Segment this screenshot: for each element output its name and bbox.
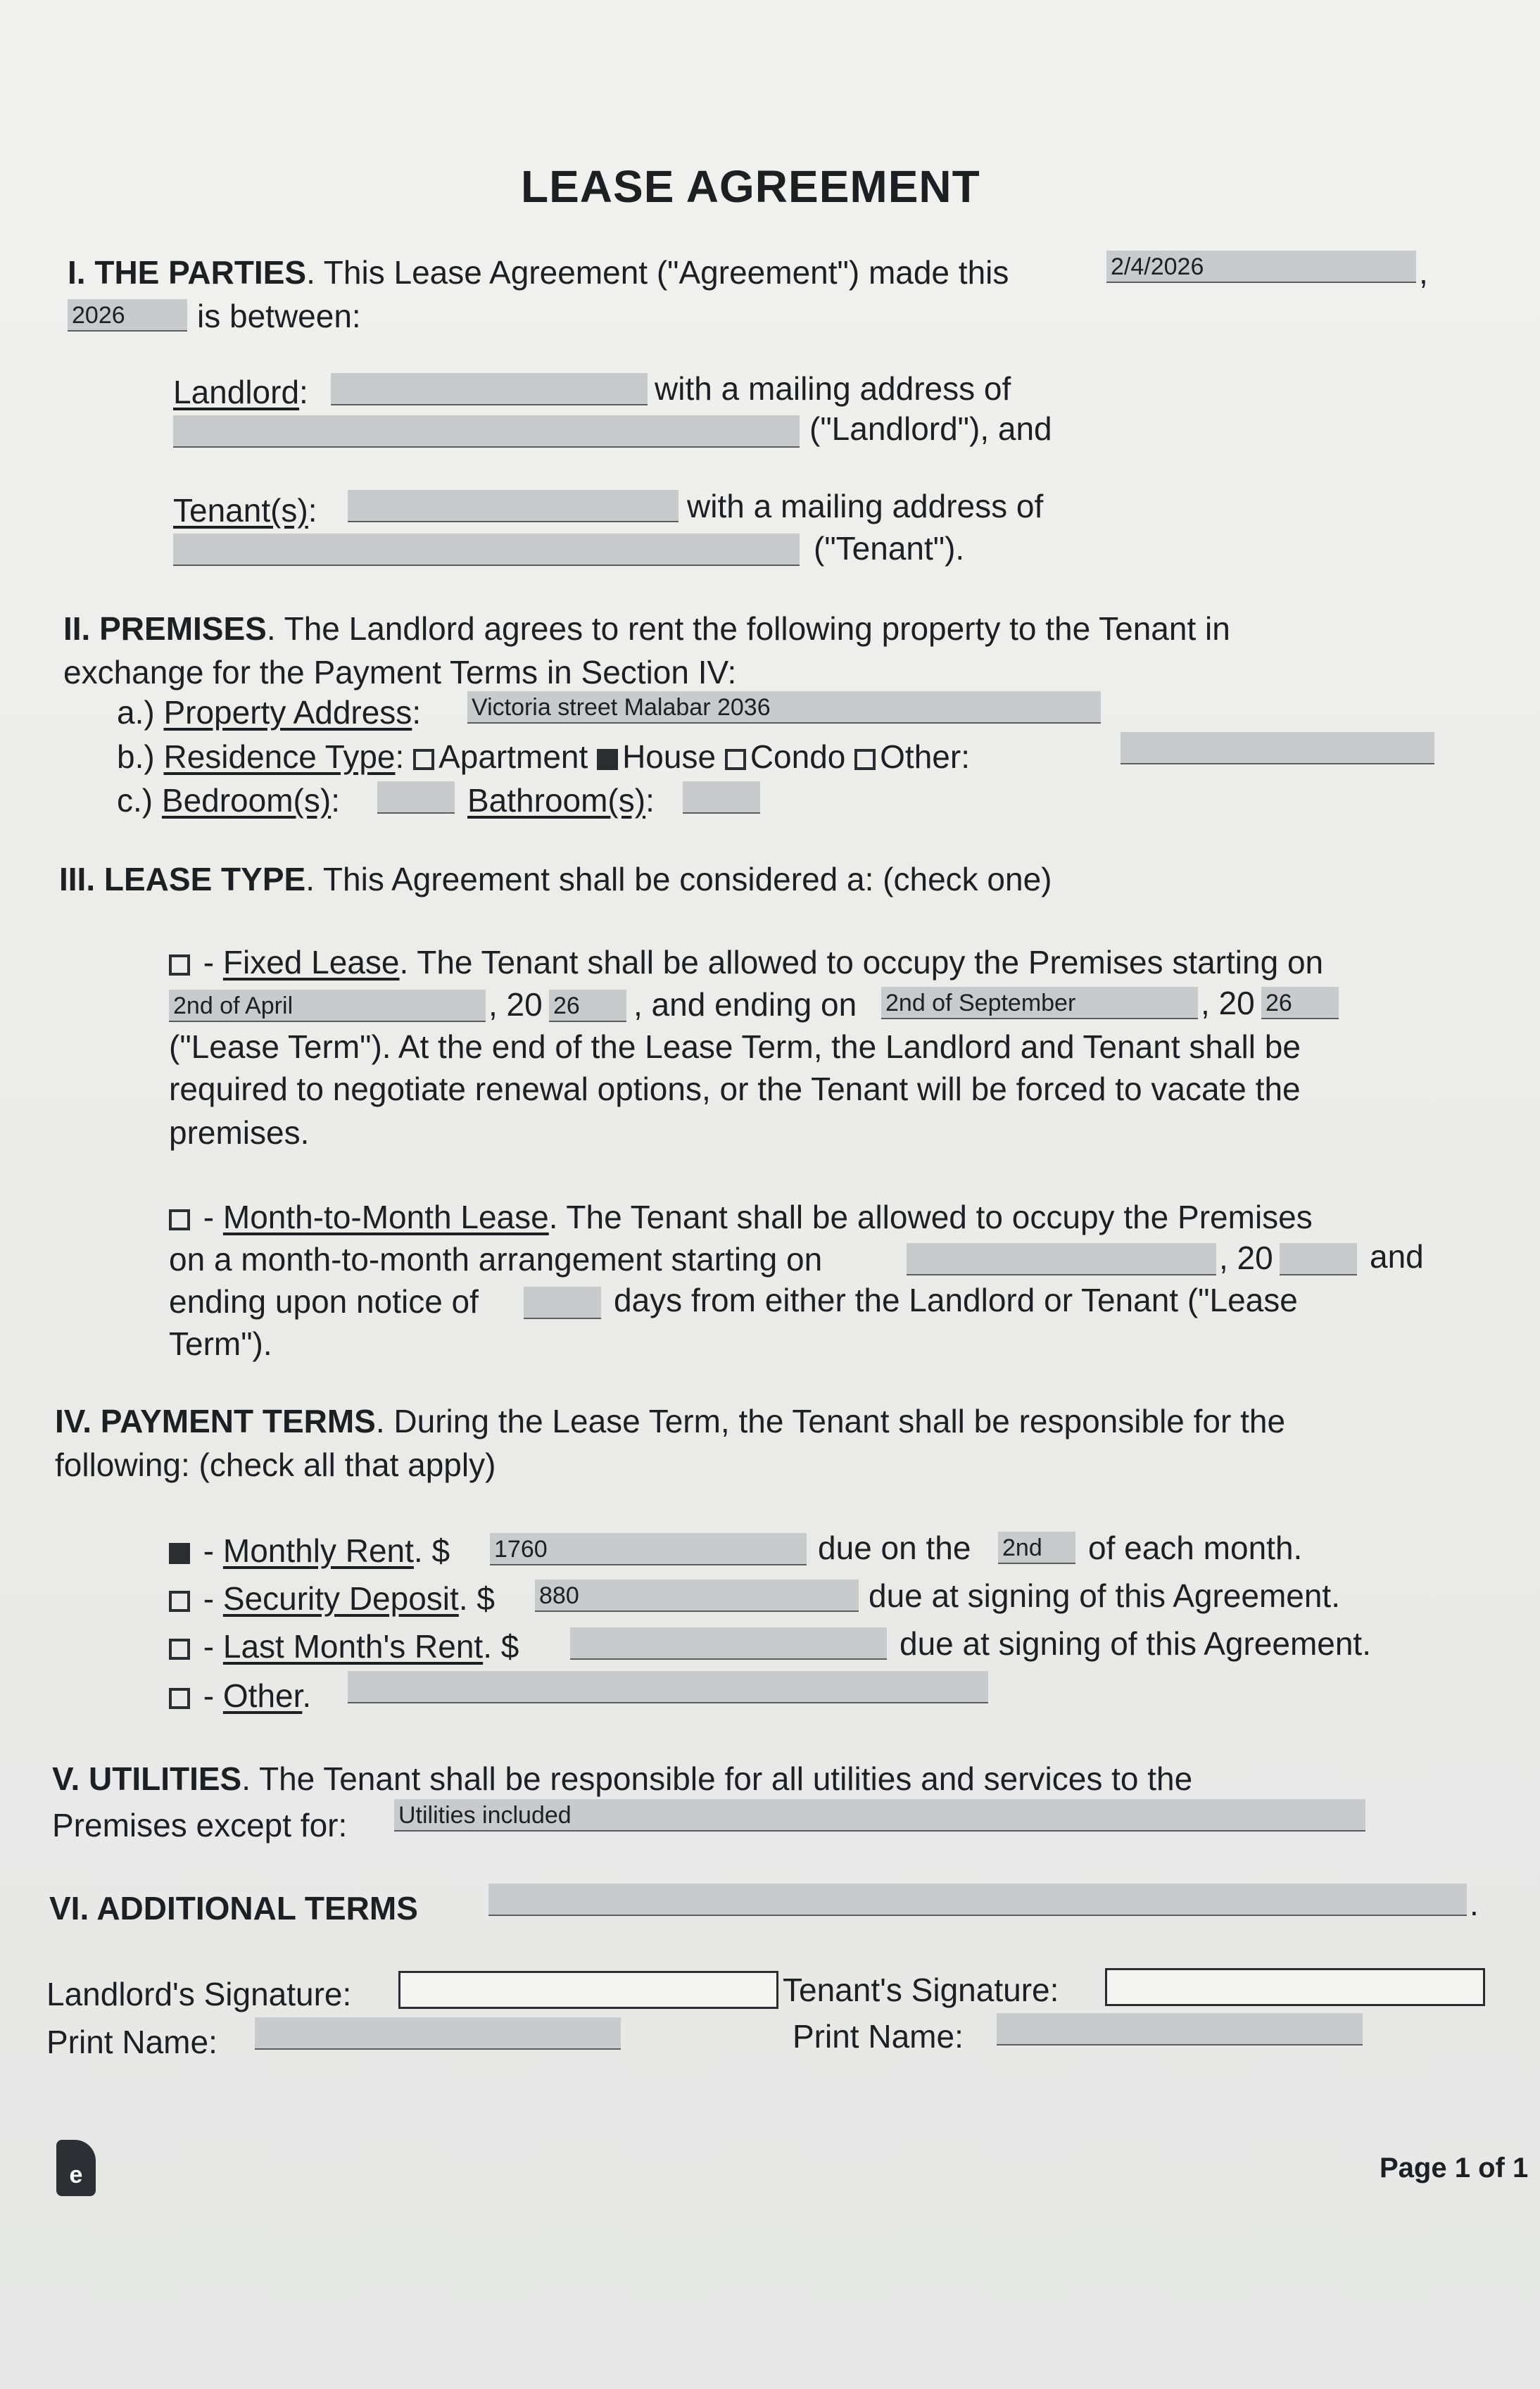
premises-line2: exchange for the Payment Terms in Section IV: — [63, 654, 737, 691]
tenant-signature-label: Tenant's Signature: — [783, 1972, 1059, 2008]
payment-text: . During the Lease Term, the Tenant shall be responsible for the — [375, 1403, 1286, 1439]
apartment-label: Apartment — [438, 738, 588, 775]
bathroom-colon: : — [645, 782, 655, 819]
m2m-lease-dash: - — [203, 1199, 215, 1235]
tenant-colon: : — [308, 492, 317, 529]
rent-due-text: due on the — [818, 1530, 971, 1566]
fixed-lease-line1 — [169, 943, 1323, 981]
bathroom-field[interactable] — [683, 781, 760, 814]
tenant-mailing-text: with a mailing address of — [687, 488, 1044, 524]
utilities-line2: Premises except for: — [52, 1807, 348, 1843]
m2m-line2a: on a month-to-month arrangement starting on — [169, 1241, 823, 1278]
residence-type-line — [117, 738, 970, 776]
m2m-lease-label: Month-to-Month Lease — [222, 1199, 549, 1235]
parties-line1 — [68, 253, 1009, 291]
security-deposit-field[interactable]: 880 — [535, 1580, 859, 1612]
payment-line2: following: (check all that apply) — [55, 1446, 496, 1483]
apartment-checkbox[interactable] — [413, 749, 434, 770]
other-payment-line — [169, 1677, 311, 1715]
condo-label: Condo — [750, 738, 846, 775]
house-checkbox[interactable] — [597, 749, 618, 770]
deposit-due-text: due at signing of this Agreement. — [869, 1577, 1340, 1614]
security-deposit-checkbox[interactable] — [169, 1591, 190, 1612]
bedroom-label: Bedroom(s) — [161, 782, 332, 819]
landlord-label-line — [173, 373, 308, 411]
property-address-line — [117, 693, 421, 731]
landlord-print-name-field[interactable] — [255, 2017, 621, 2050]
other-payment-dot: . — [302, 1677, 312, 1714]
document-title: LEASE AGREEMENT — [521, 161, 980, 212]
parties-heading: I. THE PARTIES — [68, 254, 307, 291]
utilities-line1 — [52, 1760, 1192, 1798]
utilities-heading: V. UTILITIES — [52, 1760, 242, 1797]
landlord-mailing-text: with a mailing address of — [655, 370, 1011, 407]
tenant-suffix: ("Tenant"). — [814, 530, 965, 567]
landlord-signature-label: Landlord's Signature: — [46, 1976, 352, 2012]
other-label: Other: — [880, 738, 970, 775]
premises-heading: II. PREMISES — [63, 610, 267, 647]
last-month-rent-checkbox[interactable] — [169, 1639, 190, 1660]
bathroom-label: Bathroom(s) — [467, 782, 646, 819]
payment-line1 — [55, 1402, 1285, 1440]
last-month-rent-dollar: . $ — [483, 1628, 519, 1665]
lease-type-line — [59, 860, 1052, 898]
premises-line1 — [63, 610, 1230, 648]
bathroom-line — [467, 781, 655, 819]
monthly-rent-checkbox[interactable] — [169, 1543, 190, 1564]
property-address-colon: : — [412, 694, 422, 731]
fixed-lease-label: Fixed Lease — [222, 944, 400, 981]
utilities-text: . The Tenant shall be responsible for all utilities and services to the — [241, 1760, 1193, 1797]
fixed-lease-line4: required to negotiate renewal options, or the Tenant will be forced to vacate the — [169, 1071, 1301, 1107]
fixed-lease-dash: - — [203, 944, 215, 981]
bedroom-field[interactable] — [377, 781, 455, 814]
other-payment-checkbox[interactable] — [169, 1688, 190, 1709]
other-checkbox[interactable] — [854, 749, 876, 770]
m2m-line3b: days from either the Landlord or Tenant ("Lease — [614, 1282, 1298, 1318]
landlord-name-field[interactable] — [331, 373, 648, 405]
fixed-lease-text: . The Tenant shall be allowed to occupy the Premises starting on — [399, 944, 1324, 981]
m2m-lease-text: . The Tenant shall be allowed to occupy the Premises — [548, 1199, 1313, 1235]
fixed-and-ending: , and ending on — [633, 986, 857, 1023]
eforms-logo-icon: e — [56, 2140, 96, 2196]
tenant-print-name-field[interactable] — [997, 2013, 1363, 2046]
rent-due-suffix: of each month. — [1088, 1530, 1303, 1566]
landlord-colon: : — [299, 374, 308, 410]
residence-other-field[interactable] — [1121, 732, 1434, 764]
other-payment-field[interactable] — [348, 1671, 988, 1703]
tenant-name-field[interactable] — [348, 490, 679, 522]
fixed-lease-checkbox[interactable] — [169, 954, 190, 976]
tenant-address-field[interactable] — [173, 534, 800, 566]
landlord-suffix: ("Landlord"), and — [809, 410, 1052, 447]
premises-text: . The Landlord agrees to rent the following property to the Tenant in — [266, 610, 1230, 647]
fixed-end-date-field[interactable]: 2nd of September — [881, 987, 1198, 1019]
tenant-label: Tenant(s) — [173, 492, 308, 529]
utilities-exception-field[interactable]: Utilities included — [394, 1799, 1365, 1832]
fixed-start-year-field[interactable]: 26 — [549, 990, 626, 1022]
security-deposit-dash: - — [203, 1580, 215, 1617]
m2m-notice-days-field[interactable] — [524, 1287, 601, 1319]
landlord-label: Landlord — [173, 374, 300, 410]
tenant-signature-box[interactable] — [1105, 1968, 1485, 2006]
page-number: Page 1 of 1 — [1380, 2152, 1529, 2183]
security-deposit-label: Security Deposit — [222, 1580, 459, 1617]
residence-type-colon: : — [395, 738, 405, 775]
additional-terms-heading: VI. ADDITIONAL TERMS — [49, 1890, 418, 1927]
lease-type-text: . This Agreement shall be considered a: (check one) — [305, 861, 1052, 897]
m2m-lease-line1 — [169, 1198, 1313, 1236]
security-deposit-line — [169, 1580, 495, 1618]
fixed-end-year-prefix: , 20 — [1201, 985, 1255, 1021]
property-address-field[interactable]: Victoria street Malabar 2036 — [467, 691, 1101, 724]
security-deposit-dollar: . $ — [458, 1580, 495, 1617]
agreement-date-field[interactable]: 2/4/2026 — [1106, 251, 1416, 283]
property-address-label: Property Address — [163, 694, 412, 731]
landlord-print-name-label: Print Name: — [46, 2024, 217, 2060]
m2m-year-prefix: , 20 — [1219, 1240, 1273, 1276]
house-label: House — [622, 738, 717, 775]
residence-type-label: Residence Type — [163, 738, 396, 775]
parties-text: . This Lease Agreement ("Agreement") made this — [306, 254, 1009, 291]
last-month-rent-label: Last Month's Rent — [222, 1628, 484, 1665]
item-b-prefix: b.) — [117, 738, 155, 775]
monthly-rent-line — [169, 1532, 450, 1570]
monthly-rent-label: Monthly Rent — [222, 1532, 414, 1569]
item-a-prefix: a.) — [117, 694, 155, 731]
condo-checkbox[interactable] — [725, 749, 746, 770]
last-month-due-text: due at signing of this Agreement. — [900, 1625, 1371, 1662]
last-month-rent-field[interactable] — [570, 1627, 887, 1660]
fixed-start-year-prefix: , 20 — [488, 986, 543, 1023]
additional-terms-dot: . — [1470, 1886, 1479, 1922]
landlord-signature-box[interactable] — [398, 1971, 778, 2009]
m2m-and: and — [1370, 1238, 1424, 1275]
payment-heading: IV. PAYMENT TERMS — [55, 1403, 376, 1439]
last-month-rent-line — [169, 1627, 519, 1665]
monthly-rent-field[interactable]: 1760 — [490, 1533, 807, 1565]
monthly-rent-dash: - — [203, 1532, 215, 1569]
m2m-line3a: ending upon notice of — [169, 1283, 479, 1320]
item-c-prefix: c.) — [117, 782, 153, 819]
tenant-label-line — [173, 491, 317, 529]
other-payment-dash: - — [203, 1677, 215, 1714]
fixed-lease-line5: premises. — [169, 1114, 310, 1151]
fixed-end-year-field[interactable]: 26 — [1261, 987, 1339, 1019]
parties-between: is between: — [197, 298, 361, 334]
lease-type-heading: III. LEASE TYPE — [59, 861, 306, 897]
additional-terms-field[interactable] — [488, 1884, 1467, 1916]
other-payment-label: Other — [222, 1677, 303, 1714]
m2m-start-year-field[interactable] — [1280, 1243, 1357, 1275]
fixed-start-date-field[interactable]: 2nd of April — [169, 990, 486, 1022]
agreement-year-field[interactable]: 2026 — [68, 299, 187, 332]
fixed-lease-line3: ("Lease Term"). At the end of the Lease Term, the Landlord and Tenant shall be — [169, 1028, 1301, 1065]
landlord-address-field[interactable] — [173, 415, 800, 448]
date-comma: , — [1419, 254, 1428, 291]
last-month-rent-dash: - — [203, 1628, 215, 1665]
m2m-line4: Term"). — [169, 1325, 272, 1362]
bedroom-colon: : — [331, 782, 340, 819]
monthly-rent-dollar: . $ — [413, 1532, 450, 1569]
rent-due-day-field[interactable]: 2nd — [998, 1532, 1075, 1564]
bedroom-line — [117, 781, 340, 819]
m2m-start-date-field[interactable] — [907, 1243, 1216, 1275]
tenant-print-name-label: Print Name: — [793, 2018, 964, 2055]
m2m-lease-checkbox[interactable] — [169, 1209, 190, 1230]
